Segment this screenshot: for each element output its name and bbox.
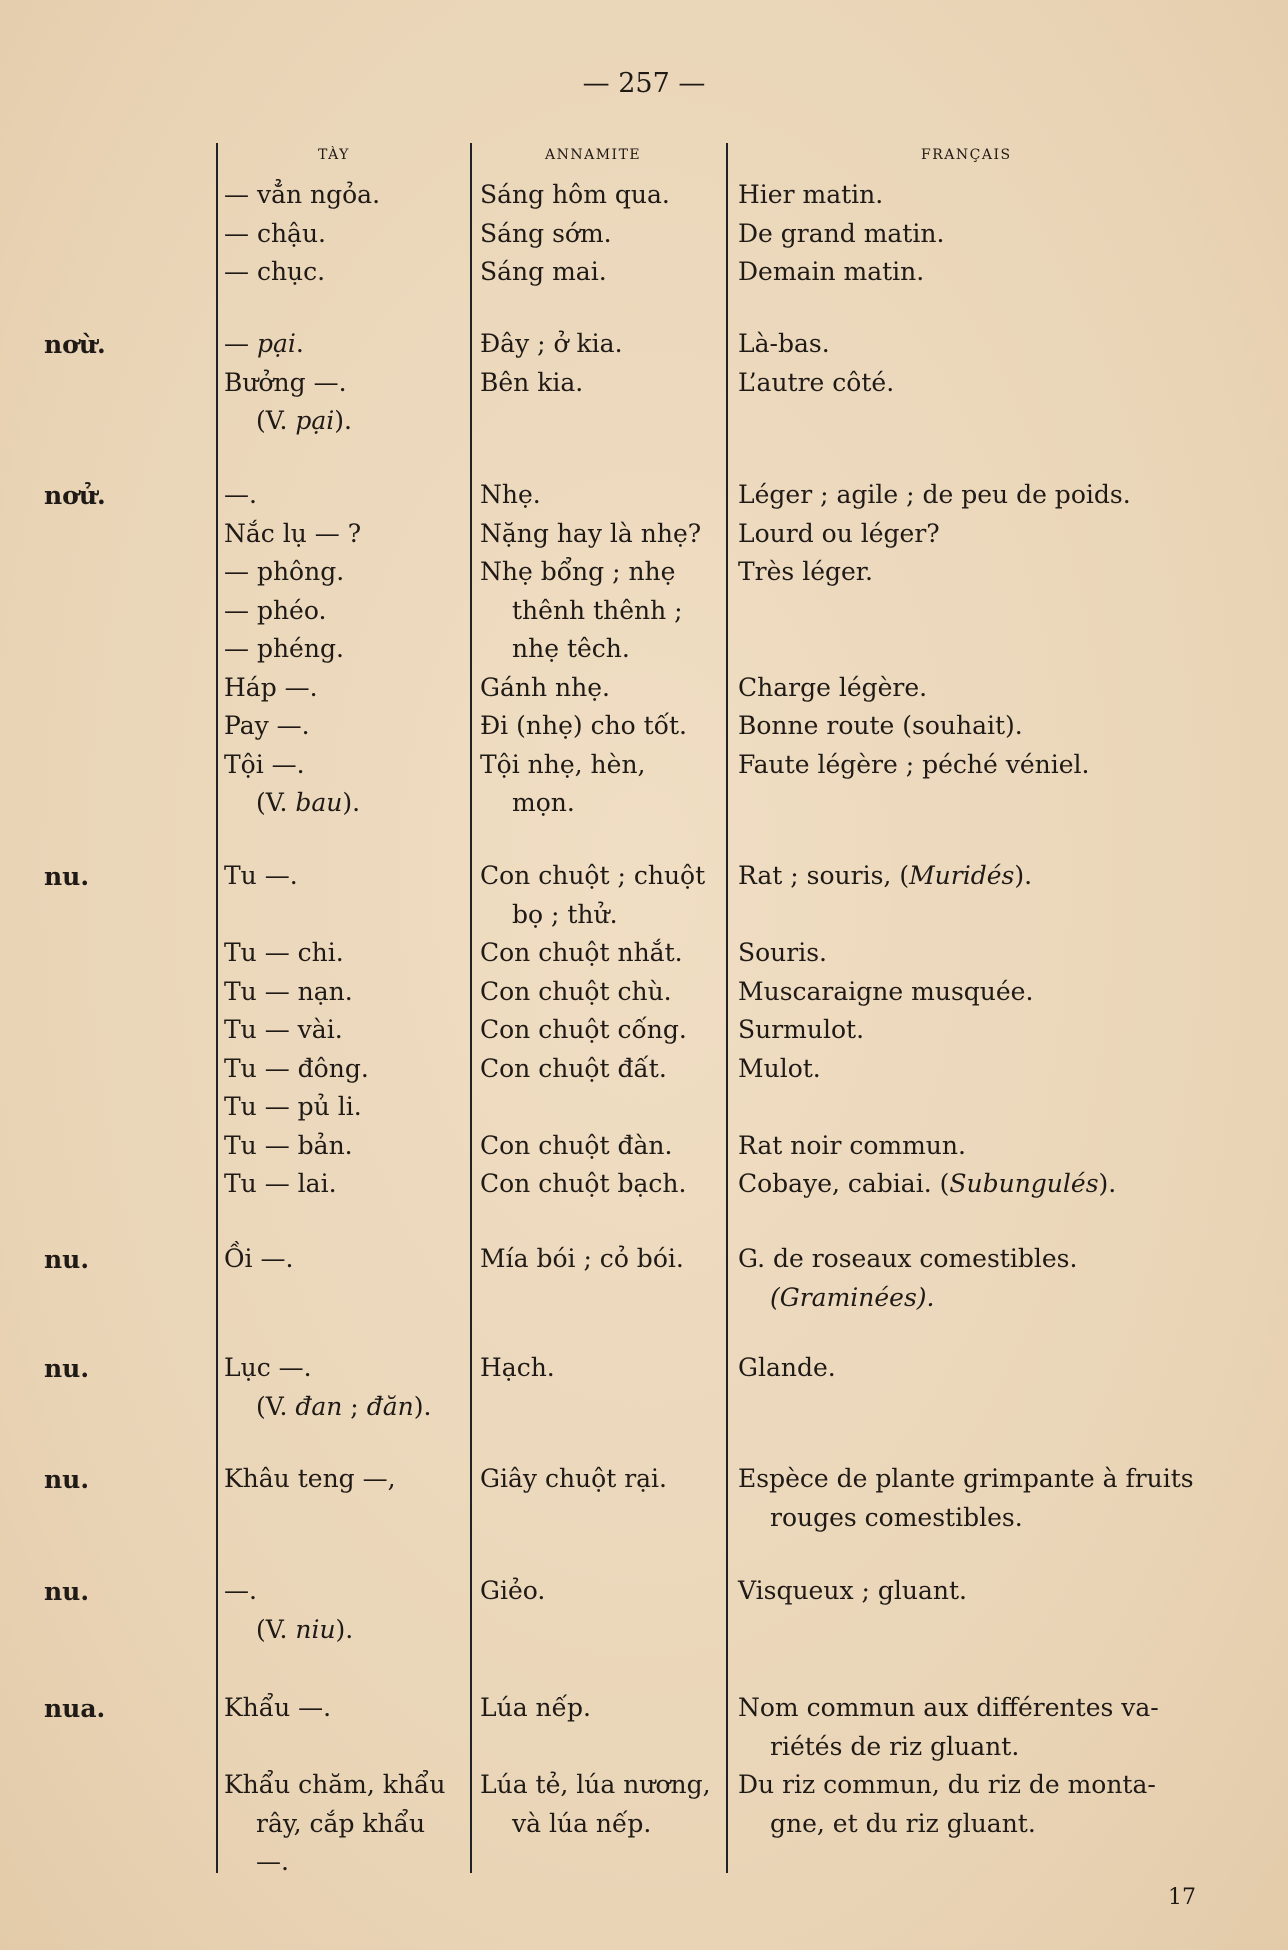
- annamite-text: Con chuột cống.: [480, 1015, 687, 1044]
- francais-text: [738, 896, 1258, 935]
- headword: nu.: [44, 1577, 90, 1606]
- tay-text: (V. đan ; đăn).: [256, 1391, 432, 1421]
- tay-text: — chậu.: [224, 218, 327, 248]
- annamite-text: Nặng hay là nhẹ?: [480, 518, 702, 548]
- tay-cell: [224, 1689, 468, 1728]
- francais-cell: [738, 1572, 1258, 1611]
- annamite-text: Lúa tẻ, lúa nương,: [480, 1770, 711, 1799]
- annamite-cell: [480, 1572, 724, 1611]
- tay-text: — phông.: [224, 557, 345, 586]
- annamite-text: Giây chuột rại.: [480, 1464, 667, 1493]
- annamite-text: và lúa nếp.: [512, 1808, 652, 1838]
- annamite-text: Lúa nếp.: [480, 1693, 591, 1722]
- francais-cell: [738, 176, 1258, 292]
- tay-text: Khẩu —.: [224, 1693, 332, 1722]
- annamite-text: [480, 1088, 724, 1127]
- francais-text: Mulot.: [738, 1053, 821, 1083]
- francais-text: Bonne route (souhait).: [738, 711, 1023, 740]
- headword: nu.: [44, 1465, 90, 1494]
- francais-cell: [738, 325, 1258, 402]
- tay-text: Nắc lụ — ?: [224, 518, 362, 548]
- annamite-text: Nhẹ.: [480, 480, 541, 509]
- annamite-text: Tội nhẹ, hèn,: [480, 749, 646, 779]
- tay-text: (V. niu).: [256, 1614, 354, 1644]
- tay-text: Tội —.: [224, 749, 305, 779]
- headword: nơừ.: [44, 330, 106, 359]
- tay-text: Bưởng —.: [224, 367, 347, 397]
- header-francais: FRANÇAIS: [921, 147, 1012, 163]
- annamite-text: Con chuột đàn.: [480, 1130, 673, 1160]
- tay-text: Tu — bản.: [224, 1130, 353, 1160]
- francais-text: gne, et du riz gluant.: [770, 1808, 1036, 1838]
- annamite-text: Con chuột ; chuột: [480, 861, 706, 890]
- tay-text: — pại.: [224, 329, 304, 358]
- tay-text: Tu —.: [224, 861, 298, 890]
- tay-text: Pay —.: [224, 711, 310, 740]
- tay-text: Lục —.: [224, 1353, 312, 1382]
- tay-text: Khẩu chăm, khẩu: [224, 1770, 446, 1799]
- annamite-text: thênh thênh ;: [512, 595, 683, 625]
- column-rule-left: [216, 143, 218, 1873]
- francais-text: Visqueux ; gluant.: [738, 1576, 967, 1605]
- annamite-text: Con chuột bạch.: [480, 1169, 687, 1198]
- annamite-text: Gánh nhẹ.: [480, 672, 610, 702]
- francais-text: rouges comestibles.: [770, 1502, 1023, 1532]
- tay-text: Háp —.: [224, 672, 318, 702]
- francais-text: Surmulot.: [738, 1015, 865, 1044]
- francais-text: Là-bas.: [738, 329, 830, 358]
- francais-text: Rat noir commun.: [738, 1130, 966, 1160]
- annamite-text: nhẹ têch.: [512, 634, 630, 663]
- francais-text: De grand matin.: [738, 218, 945, 248]
- column-rule-right: [726, 143, 728, 1873]
- tay-text: [224, 896, 468, 935]
- annamite-text: Con chuột nhắt.: [480, 938, 683, 967]
- tay-text: — vẳn ngỏa.: [224, 180, 381, 209]
- francais-italic: (Graminées).: [770, 1282, 935, 1312]
- tay-text: Tu — nạn.: [224, 976, 353, 1006]
- francais-text: [738, 592, 1258, 631]
- annamite-text: Con chuột đất.: [480, 1053, 667, 1083]
- annamite-text: Giẻo.: [480, 1576, 546, 1605]
- tay-cell: [224, 857, 468, 1204]
- tay-text: Tu — pủ li.: [224, 1092, 362, 1121]
- annamite-cell: [480, 1689, 724, 1728]
- tay-text: rây, cắp khẩu: [256, 1808, 426, 1838]
- francais-cell: [738, 1349, 1258, 1388]
- tay-cell: [224, 476, 468, 823]
- annamite-text: Sáng mai.: [480, 257, 607, 286]
- annamite-text: Mía bói ; cỏ bói.: [480, 1244, 684, 1273]
- tay-text: — phéng.: [224, 634, 344, 663]
- tay-text: (V. bau).: [256, 788, 361, 817]
- annamite-text: Nhẹ bổng ; nhẹ: [480, 557, 676, 586]
- francais-cell: [738, 1766, 1258, 1843]
- annamite-cell: [480, 857, 724, 1204]
- tay-cell: [224, 325, 468, 441]
- header-tay: TÀY: [318, 147, 350, 163]
- annamite-cell: [480, 325, 724, 402]
- annamite-text: Đi (nhẹ) cho tốt.: [480, 711, 688, 740]
- francais-text: Nom commun aux différentes va-: [738, 1693, 1159, 1722]
- tay-cell: [224, 1349, 468, 1426]
- francais-text: Faute légère ; péché véniel.: [738, 749, 1090, 779]
- francais-text: Hier matin.: [738, 180, 884, 209]
- tay-text: Tu — lai.: [224, 1169, 337, 1198]
- tay-text: Ồi —.: [224, 1244, 294, 1273]
- francais-text: G. de roseaux comestibles.: [738, 1244, 1078, 1273]
- headword: nu.: [44, 862, 90, 891]
- francais-text: Du riz commun, du riz de monta-: [738, 1770, 1156, 1799]
- francais-cell: [738, 1689, 1258, 1766]
- francais-text: Espèce de plante grimpante à fruits: [738, 1464, 1194, 1493]
- tay-text: —.: [224, 1576, 257, 1605]
- headword: nua.: [44, 1694, 106, 1723]
- annamite-text: Con chuột chù.: [480, 976, 672, 1006]
- column-rule-middle: [470, 143, 472, 1873]
- francais-text: Cobaye, cabiai. (Subungulés).: [738, 1169, 1117, 1198]
- francais-text: [738, 630, 1258, 669]
- annamite-cell: [480, 1240, 724, 1279]
- tay-text: Tu — đông.: [224, 1053, 369, 1083]
- francais-text: Léger ; agile ; de peu de poids.: [738, 480, 1131, 509]
- page-number: — 257 —: [582, 68, 706, 99]
- annamite-text: Bên kia.: [480, 367, 584, 397]
- tay-cell: [224, 1766, 468, 1882]
- tay-cell: [224, 1240, 468, 1279]
- annamite-text: Sáng hôm qua.: [480, 180, 670, 209]
- francais-text: Muscaraigne musquée.: [738, 976, 1034, 1006]
- francais-cell: [738, 1460, 1258, 1537]
- annamite-cell: [480, 1766, 724, 1843]
- tay-text: — chục.: [224, 257, 326, 286]
- francais-text: L’autre côté.: [738, 367, 895, 397]
- signature-mark: 17: [1168, 1885, 1196, 1910]
- tay-text: —.: [224, 480, 257, 509]
- annamite-cell: [480, 476, 724, 823]
- tay-text: Tu — vài.: [224, 1015, 343, 1044]
- tay-cell: [224, 1460, 468, 1499]
- francais-text: [738, 1088, 1258, 1127]
- francais-text: Glande.: [738, 1353, 836, 1382]
- francais-cell: [738, 476, 1258, 784]
- francais-cell: [738, 1240, 1258, 1317]
- francais-text: Souris.: [738, 938, 828, 967]
- francais-cell: [738, 857, 1258, 1204]
- francais-text: Charge légère.: [738, 672, 928, 702]
- annamite-cell: [480, 1349, 724, 1388]
- francais-text: Rat ; souris, (Muridés).: [738, 861, 1033, 890]
- tay-text: — phéo.: [224, 595, 327, 625]
- tay-text: Tu — chi.: [224, 938, 344, 967]
- tay-text: —.: [256, 1847, 289, 1876]
- annamite-text: Sáng sớm.: [480, 218, 612, 248]
- annamite-cell: [480, 176, 724, 292]
- headword: nu.: [44, 1354, 90, 1383]
- tay-text: (V. pại).: [256, 406, 352, 435]
- francais-text: riétés de riz gluant.: [770, 1731, 1020, 1761]
- francais-text: Demain matin.: [738, 257, 925, 286]
- tay-cell: [224, 176, 468, 292]
- annamite-text: mọn.: [512, 788, 575, 817]
- francais-text: Lourd ou léger?: [738, 518, 940, 548]
- francais-text: Très léger.: [738, 557, 873, 586]
- tay-cell: [224, 1572, 468, 1649]
- francais-text: [738, 1279, 1258, 1318]
- annamite-cell: [480, 1460, 724, 1499]
- annamite-text: bọ ; thử.: [512, 899, 618, 929]
- header-annamite: ANNAMITE: [545, 147, 642, 163]
- tay-text: Khâu teng —,: [224, 1464, 396, 1493]
- annamite-text: Hạch.: [480, 1353, 555, 1382]
- annamite-text: Đây ; ở kia.: [480, 329, 623, 358]
- headword: nơử.: [44, 481, 106, 510]
- headword: nu.: [44, 1245, 90, 1274]
